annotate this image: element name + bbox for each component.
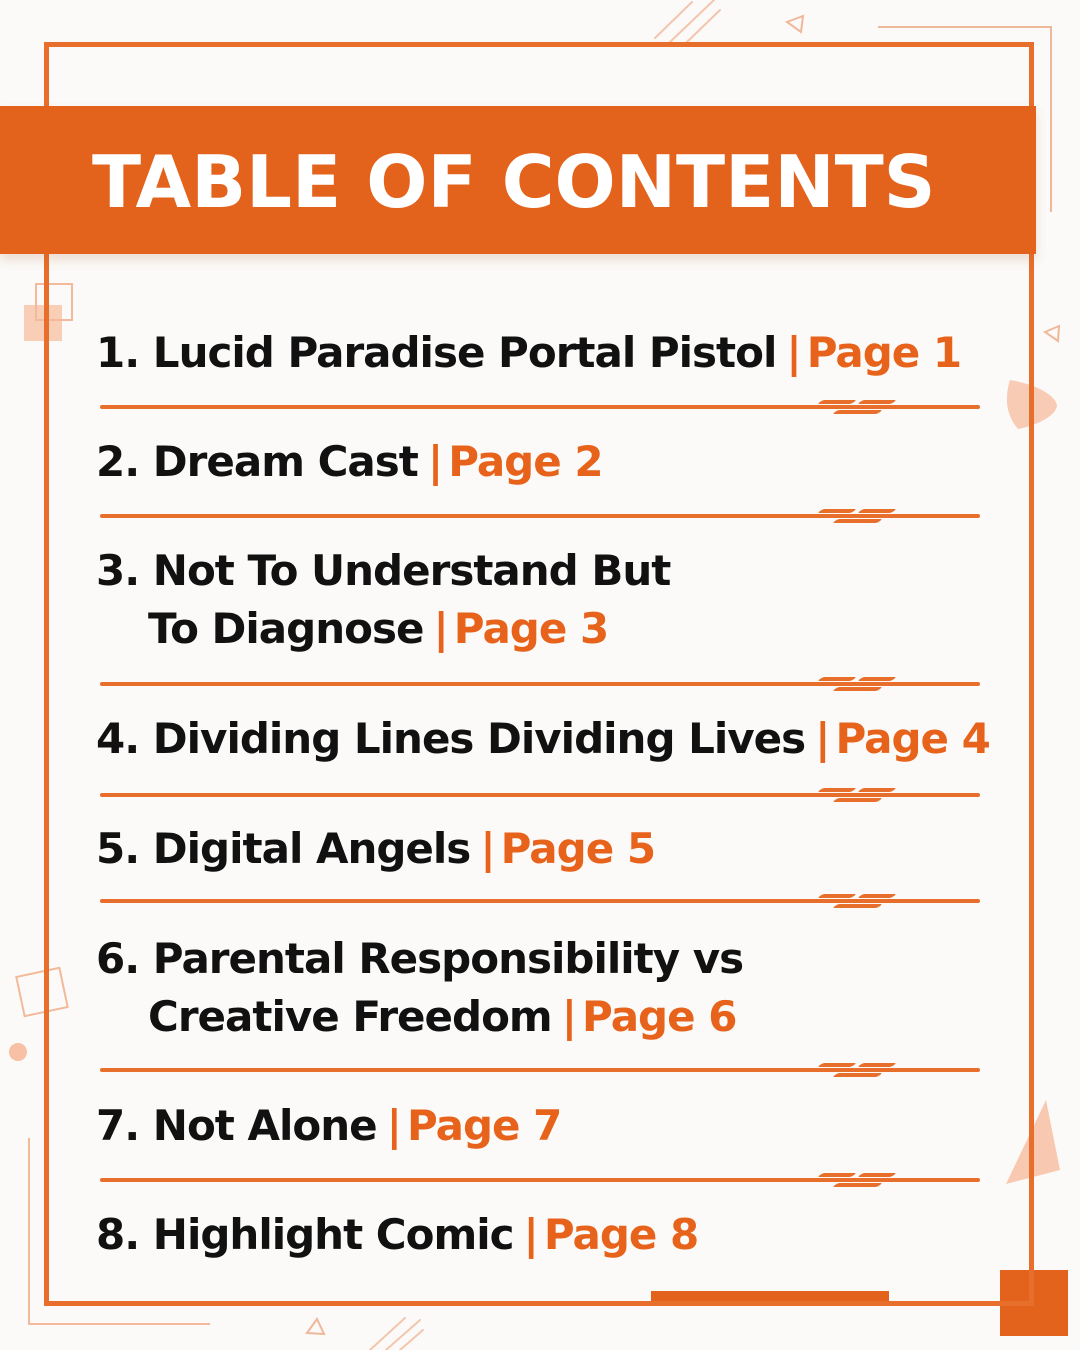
page-separator: | [786, 328, 801, 377]
page-reference: Page 7 [407, 1101, 562, 1150]
page-reference: Page 4 [835, 714, 990, 763]
top-diagonal-lines-icon [655, 0, 720, 43]
page-reference: Page 8 [543, 1210, 699, 1259]
divider-slash-accent [817, 400, 857, 404]
toc-entry-5 [96, 820, 986, 878]
divider-rule [100, 899, 980, 903]
divider-rule [100, 793, 980, 797]
triangle-outline-icon [787, 16, 803, 32]
toc-entry-title: 4. Dividing Lines Dividing Lives [96, 714, 806, 763]
toc-entry-4 [96, 710, 990, 768]
divider-rule [100, 1068, 980, 1072]
toc-entry-8 [96, 1206, 986, 1264]
page-reference: Page 2 [448, 437, 603, 486]
toc-divider [100, 1061, 980, 1077]
page-separator: | [433, 604, 448, 653]
toc-entry-title: 2. Dream Cast [96, 437, 418, 486]
divider-slash-accent [857, 788, 897, 792]
divider-rule [100, 1178, 980, 1182]
divider-rule [100, 682, 980, 686]
toc-entry-title-line-2-wrapper [96, 988, 986, 1046]
toc-divider [100, 398, 980, 414]
toc-entry-title-line-1: 3. Not To Understand But [96, 546, 671, 595]
divider-rule [100, 405, 980, 409]
divider-slash-accent [857, 894, 897, 898]
page-reference: Page 5 [500, 824, 656, 873]
page-separator: | [561, 992, 577, 1041]
divider-slash-accent [857, 400, 897, 404]
page-separator: | [386, 1101, 401, 1150]
divider-slash-accent [832, 410, 883, 414]
toc-entry-title: 7. Not Alone [96, 1101, 377, 1150]
toc-entry-1 [96, 324, 986, 382]
divider-slash-accent [817, 1173, 857, 1177]
toc-divider [100, 786, 980, 802]
toc-divider [100, 507, 980, 523]
divider-slash-accent [832, 904, 883, 908]
divider-slash-accent [817, 509, 857, 513]
divider-slash-accent [832, 687, 883, 691]
page-separator: | [427, 437, 443, 486]
toc-entry-title-line-2: To Diagnose [148, 604, 424, 653]
divider-slash-accent [857, 1173, 897, 1177]
page-separator: | [480, 824, 495, 873]
divider-slash-accent [817, 788, 857, 792]
divider-slash-accent [832, 798, 883, 802]
toc-divider [100, 1171, 980, 1187]
toc-entry-title-line-2: Creative Freedom [148, 992, 552, 1041]
page-separator: | [815, 714, 830, 763]
small-triangle-right-icon [1045, 326, 1059, 341]
small-dot-icon [9, 1043, 27, 1061]
divider-slash-accent [832, 519, 883, 523]
toc-entry-title-line-1: 6. Parental Responsibility vs [96, 934, 744, 983]
divider-slash-accent [857, 509, 897, 513]
toc-divider [100, 892, 980, 908]
page-separator: | [523, 1210, 538, 1259]
page-title: TABLE OF CONTENTS [92, 140, 936, 224]
toc-divider [100, 675, 980, 691]
toc-entry-6 [96, 930, 986, 1046]
divider-slash-accent [857, 677, 897, 681]
toc-entry-3 [96, 542, 986, 658]
divider-slash-accent [832, 1183, 883, 1187]
divider-slash-accent [817, 1063, 857, 1067]
toc-entry-title: 5. Digital Angels [96, 824, 471, 873]
toc-entry-2 [96, 433, 986, 491]
toc-entry-7 [96, 1097, 986, 1155]
toc-entry-title: 8. Highlight Comic [96, 1210, 514, 1259]
divider-slash-accent [857, 1063, 897, 1067]
page-reference: Page 1 [806, 328, 962, 377]
divider-slash-accent [817, 677, 857, 681]
toc-entry-title-line-2-wrapper [96, 600, 986, 658]
divider-rule [100, 514, 980, 518]
toc-entry-title: 1. Lucid Paradise Portal Pistol [96, 328, 777, 377]
bottom-diagonal-lines-icon [370, 1318, 423, 1350]
divider-slash-accent [817, 894, 857, 898]
divider-slash-accent [832, 1073, 883, 1077]
page-reference: Page 3 [453, 604, 609, 653]
bottom-triangle-outline-icon [307, 1319, 324, 1334]
page-reference: Page 6 [582, 992, 737, 1041]
